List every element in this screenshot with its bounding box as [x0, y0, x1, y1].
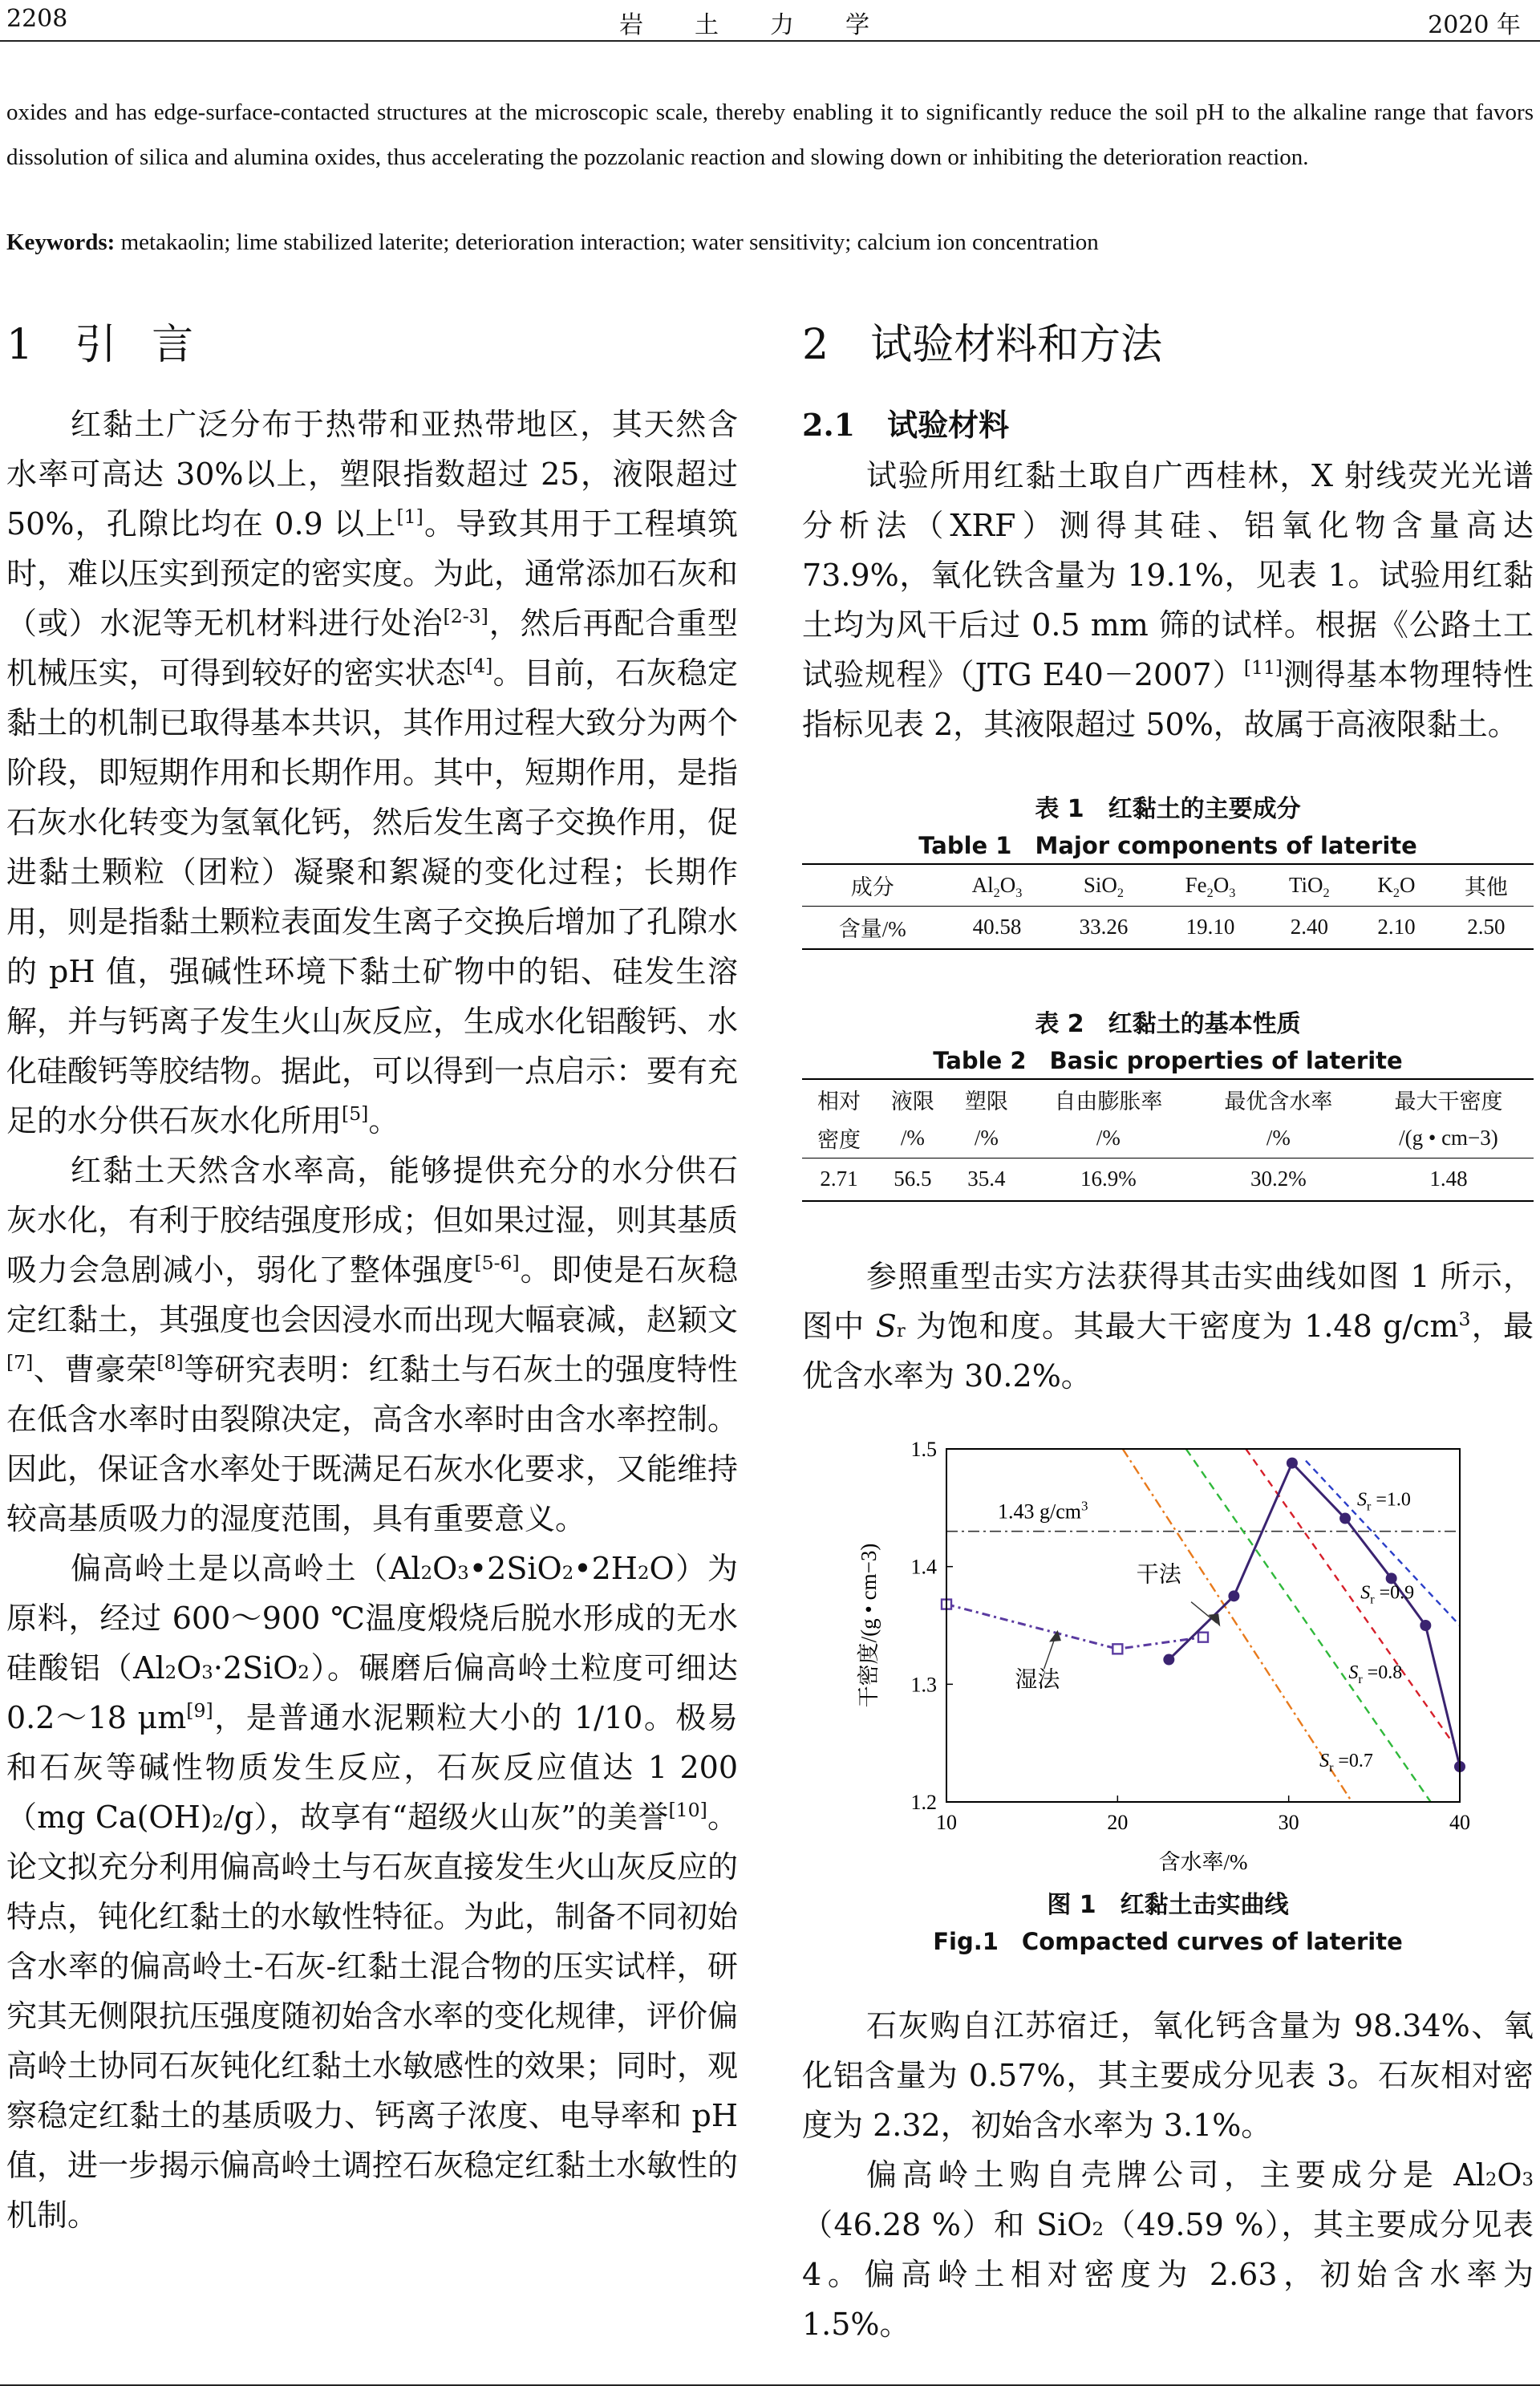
series-line [946, 1605, 1203, 1650]
section-1-number: 1 [6, 321, 34, 369]
section-2-number: 2 [802, 321, 829, 369]
figure-1-caption-cn: 图 1 红黏土击实曲线 [1047, 1891, 1289, 1919]
keywords-label: Keywords: [6, 229, 116, 255]
intro-paragraph-3: 偏高岭土是以高岭土$(Al_2O_3•2SiO_2•2H_2O)$为原料，经过 600～900 ℃温度煅烧后脱水形成的无水硅酸铝$(Al_2O_3\cdot 2SiO_2)$。碾磨后偏高岭土粒度可细达 0.2～18 μm[9]，是普通水泥颗粒大小的 1/10。极易和石灰等碱性物质发生反应，石灰反应值达 1 200（mg $Ca(OH)_2/g$），故享有“超级火山灰”的美誉[10]。论文拟充分利用偏高岭土与石灰直接发生火山灰反应的特点，钝化红黏土的水敏性特征。为此，制备不同初始含水率的偏高岭土-石灰-红黏土混合物的压实试样，研究其无侧限抗压强度随初始含水率的变化规律，评价偏高岭土协同石灰钝化红黏土水敏感性的效果；同时，观察稳定红黏土的基质吸力、钙离子浓度、电导率和 pH 值，进一步揭示偏高岭土调控石灰稳定红黏土水敏性的机制。 [6, 1551, 739, 2233]
saturation-label: $S_r =0.7$ [1319, 1751, 1373, 1775]
y-tick-label: 1.3 [910, 1673, 937, 1697]
citation: [9] [186, 1698, 213, 1722]
x-tick-label: 20 [1107, 1811, 1129, 1834]
saturation-label: $S_r =0.9$ [1360, 1582, 1415, 1607]
table-2-caption-en: Table 2 Basic properties of laterite [933, 1047, 1403, 1074]
citation: [7] [6, 1350, 34, 1374]
data-point [1420, 1620, 1431, 1631]
citation: [8] [156, 1350, 184, 1374]
materials-paragraph-3: 石灰购自江苏宿迁，氧化钙含量为 98.34%、氧化铝含量为 0.57%，其主要成分见表 3。石灰相对密度为 2.32，初始含水率为 3.1%。 [802, 2008, 1534, 2143]
page-number: 2208 [6, 5, 68, 33]
citation: [10] [668, 1798, 707, 1821]
y-tick-label: 1.4 [910, 1555, 937, 1579]
figure-1-chart [802, 1433, 1534, 1882]
table-2-grid: 相对 液限 塑限 自由膨胀率 最优含水率 最大干密度 密度 /% /% /% /% /(g • cm−3) 2.71 56.5 35.4 16.9% 30.2% 1.48 [802, 1078, 1534, 1202]
annotation-wet: 湿法 [1015, 1667, 1060, 1693]
data-point [1198, 1633, 1208, 1642]
table-2 [802, 1006, 1534, 1202]
section-2-title: 试验材料和方法 [870, 321, 1163, 369]
data-point [1339, 1513, 1351, 1524]
saturation-line [1123, 1449, 1352, 1802]
table-1-grid: 成分 $Al_2O_3$ SiO$_2$ $Fe_2O_3$ TiO$_2$ $K_2O$ 其他 含量/% 40.58 33.26 19.10 2.40 2.10 2.50 [802, 863, 1534, 950]
x-tick-label: 10 [936, 1811, 957, 1834]
citation: [2-3] [443, 604, 488, 627]
table-2-caption-cn: 表 2 红黏土的基本性质 [1035, 1010, 1301, 1038]
citation: [5-6] [474, 1251, 520, 1274]
data-point [1163, 1654, 1174, 1666]
citation: [5] [342, 1102, 369, 1125]
section-1-title: 引言 [75, 321, 229, 369]
materials-paragraph-1: 试验所用红黏土取自广西桂林，X 射线荧光光谱分析法（XRF）测得其硅、铝氧化物含量高达 73.9%，氧化铁含量为 19.1%，见表 1。试验用红黏土均为风干后过 0.5 mm 筛的试样。根据《公路土工试验规程》（JTG E40－2007）[11]测得基本物理特性指标见表 2，其液限超过 50%，故属于高液限黏土。 [802, 458, 1534, 742]
keywords-text: metakaolin; lime stabilized laterite; deterioration interaction; water sensitivity; calcium ion concentration [115, 229, 1099, 255]
y-tick-label: 1.2 [910, 1791, 937, 1814]
right-column [802, 305, 1534, 2349]
reference-line-label: 1.43 $g/cm^3$ [998, 1498, 1088, 1524]
figure-1-caption-en: Fig.1 Compacted curves of laterite [933, 1928, 1403, 1955]
section-2-heading [802, 305, 1534, 385]
saturation-label: $S_r =0.8$ [1348, 1662, 1403, 1686]
publication-year: 2020 年 [1428, 11, 1521, 39]
x-tick-label: 40 [1449, 1811, 1470, 1834]
journal-name: 岩土力学 [619, 11, 921, 39]
materials-paragraph-4: 偏高岭土购自壳牌公司，主要成分是 $Al_2O_3(46.28$ %）和 SiO$_2$（49.59 %），其主要成分见表 4。偏高岭土相对密度为 2.63，初始含水率为 1.5%。 [802, 2157, 1534, 2342]
table-1-caption-cn: 表 1 红黏土的主要成分 [1035, 795, 1301, 823]
header-rule [0, 40, 1540, 42]
materials-paragraph-2: 参照重型击实方法获得其击实曲线如图 1 所示，图中 $S_r$ 为饱和度。其最大干密度为 1.48 $g/cm^3$，最优含水率为 30.2%。 [802, 1259, 1534, 1394]
keywords [6, 225, 1534, 260]
subsection-2-1-heading: 2.1 试验材料 [802, 407, 1010, 443]
saturation-line [1246, 1449, 1453, 1743]
data-point [1228, 1590, 1239, 1601]
citation: [1] [396, 505, 424, 528]
left-column [6, 305, 738, 2240]
x-axis-label: 含水率/% [1158, 1850, 1248, 1874]
abstract-tail: oxides and has edge-surface-contacted structures at the microscopic scale, thereby enabling it to significantly reduce the soil pH to the alkaline range that favors dissolution of silica and alumina oxides, thus accelerating the pozzolanic reaction and slowing down or inhibiting the deterioration reaction. [6, 99, 1534, 170]
citation: [4] [466, 654, 493, 677]
annotation-dry: 干法 [1136, 1562, 1181, 1588]
data-point [1287, 1458, 1298, 1469]
saturation-label: $S_r =1.0$ [1357, 1489, 1411, 1514]
annotation-arrow [1191, 1602, 1217, 1623]
table-1-caption-en: Table 1 Major components of laterite [918, 832, 1417, 859]
y-axis-label: 干密度/(g • cm−3) [857, 1543, 881, 1708]
citation: [11] [1243, 655, 1283, 679]
y-tick-label: 1.5 [910, 1438, 937, 1461]
data-point [1112, 1644, 1122, 1654]
section-1-heading [6, 305, 738, 385]
compaction-curve-chart [802, 1433, 1534, 1882]
intro-paragraph-1: 红黏土广泛分布于热带和亚热带地区，其天然含水率可高达 30%以上，塑限指数超过 25，液限超过 50%，孔隙比均在 0.9 以上[1]。导致其用于工程填筑时，难以压实到预定的密实度。为此，通常添加石灰和（或）水泥等无机材料进行处治[2-3]，然后再配合重型机械压实，可得到较好的密实状态[4]。目前，石灰稳定黏土的机制已取得基本共识，其作用过程大致分为两个阶段，即短期作用和长期作用。其中，短期作用，是指石灰水化转变为氢氧化钙，然后发生离子交换作用，促进黏土颗粒（团粒）凝聚和絮凝的变化过程；长期作用，则是指黏土颗粒表面发生离子交换后增加了孔隙水的 pH 值，强碱性环境下黏土矿物中的铝、硅发生溶解，并与钙离子发生火山灰反应，生成水化铝酸钙、水化硅酸钙等胶结物。据此，可以得到一点启示：要有充足的水分供石灰水化所用[5]。 [6, 407, 739, 1138]
x-tick-label: 30 [1278, 1811, 1299, 1834]
intro-paragraph-2: 红黏土天然含水率高，能够提供充分的水分供石灰水化，有利于胶结强度形成；但如果过湿，则其基质吸力会急剧减小，弱化了整体强度[5-6]。即使是石灰稳定红黏土，其强度也会因浸水而出现大幅衰减，赵颖文[7]、曹豪荣[8]等研究表明：红黏土与石灰土的强度特性在低含水率时由裂隙决定，高含水率时由含水率控制。因此，保证含水率处于既满足石灰水化要求，又能维持较高基质吸力的湿度范围，具有重要意义。 [6, 1153, 739, 1536]
page-header [0, 0, 1540, 40]
table-1 [802, 791, 1534, 950]
